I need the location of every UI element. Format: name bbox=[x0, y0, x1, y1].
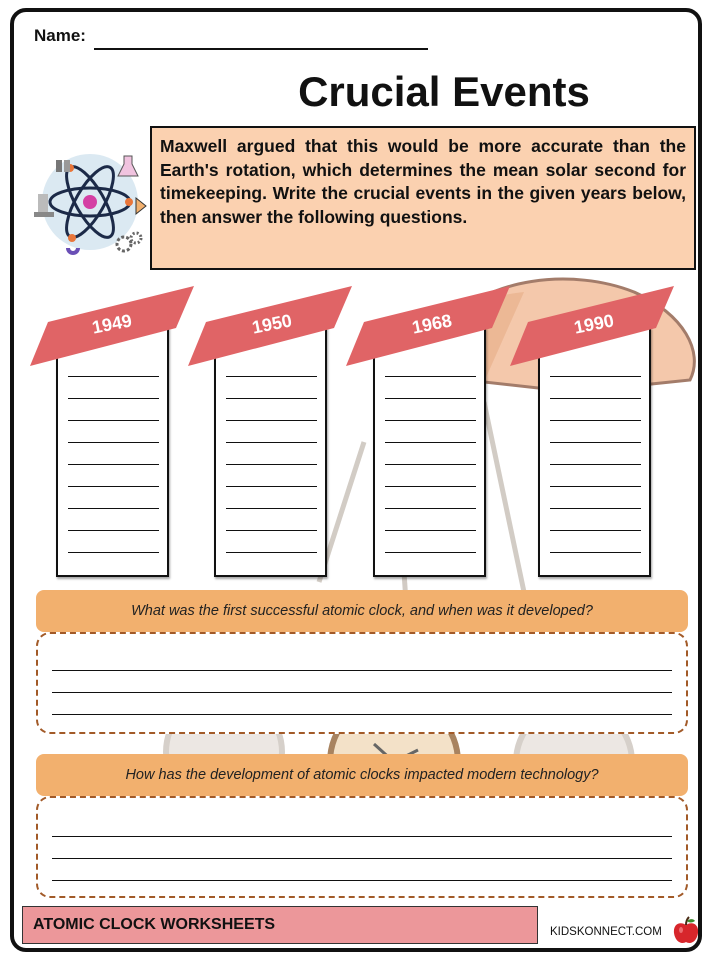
atom-science-icon bbox=[28, 144, 150, 262]
intro-text-box: Maxwell argued that this would be more accurate than the Earth's rotation, which determines the mean solar second for timekeeping. Write the crucial events in the given years below, then answer the following questions. bbox=[150, 126, 696, 270]
name-label: Name: bbox=[34, 26, 86, 45]
year-banner-1950 bbox=[184, 284, 354, 370]
apple-logo-icon bbox=[672, 916, 700, 946]
year-banner-1990 bbox=[506, 284, 676, 370]
year-label: 1950 bbox=[250, 310, 294, 338]
page-title: Crucial Events bbox=[298, 68, 590, 115]
question-2: How has the development of atomic clocks impacted modern technology? bbox=[36, 754, 688, 796]
name-field-line[interactable] bbox=[94, 48, 428, 50]
year-label: 1968 bbox=[410, 310, 454, 338]
footer-brand: KIDSKONNECT.COM bbox=[550, 926, 662, 938]
answer-box-1[interactable] bbox=[36, 632, 688, 734]
year-banner-1949 bbox=[26, 284, 196, 370]
worksheet-page bbox=[10, 8, 702, 952]
year-label: 1990 bbox=[572, 310, 616, 338]
year-banner-1968 bbox=[342, 284, 512, 370]
footer-worksheet-label: ATOMIC CLOCK WORKSHEETS bbox=[22, 906, 538, 944]
question-1: What was the first successful atomic clock, and when was it developed? bbox=[36, 590, 688, 632]
year-label: 1949 bbox=[90, 310, 134, 338]
answer-box-2[interactable] bbox=[36, 796, 688, 898]
